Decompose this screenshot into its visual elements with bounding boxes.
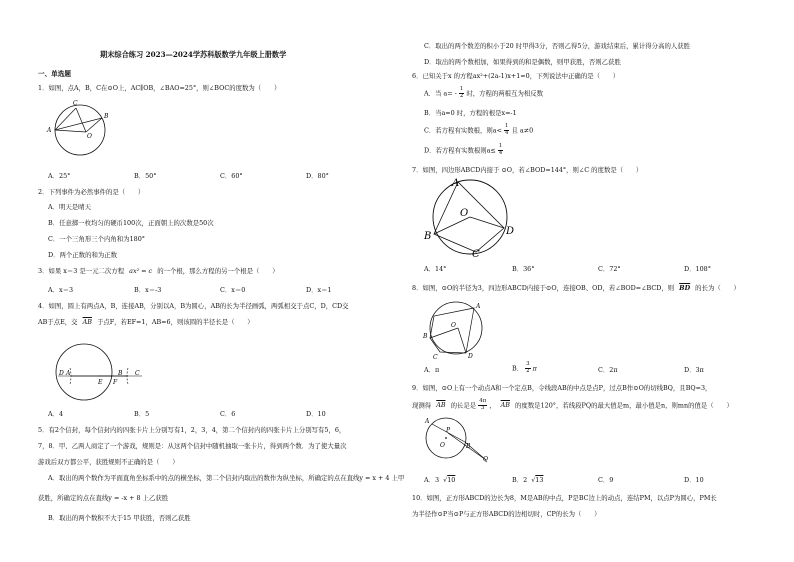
q5-option-d: D．取出的两个数相加，如果得到的和是偶数，则甲获胜，否则乙获胜	[424, 58, 621, 66]
q6-option-c-denominator: 4	[505, 129, 509, 136]
q9-option-a-radicand: 10	[447, 476, 456, 484]
q9-line2-d: 的度数是120°，若线段PQ的最大值是m，最小值是n，则mn的值是（ ）	[515, 401, 733, 410]
q7-option-c: C．72°	[598, 265, 621, 273]
q6-option-a-denominator: 2	[459, 92, 464, 99]
q4-figure	[54, 338, 154, 402]
q9-option-b	[512, 476, 543, 484]
q3-option-d: D．x＝1	[306, 286, 332, 294]
q6-option-a-fraction	[459, 87, 464, 100]
q1-label-a: A	[47, 127, 52, 134]
q9-label-o: O	[440, 442, 445, 449]
q8-option-b-suffix: π	[532, 364, 537, 373]
q8-label-b: B	[423, 333, 428, 340]
q1-option-c: C．60°	[220, 172, 243, 180]
q1-label-c: C	[73, 100, 78, 107]
q9-option-b-sqrt: √13	[531, 476, 544, 484]
q8-label-a: A	[476, 303, 481, 310]
q10-line1: 10．如图，正方形ABCD的边长为8，M是AB的中点，P是BC边上的动点，连结PM，以点P为圆心，PM长	[412, 494, 717, 502]
q6-option-d-fraction	[498, 144, 503, 157]
q7-label-b: B	[424, 231, 432, 242]
q3-option-c: C．x＝0	[220, 286, 246, 294]
q8-option-c: C．2π	[598, 366, 618, 374]
q8-stem-b: 的长为（ ）	[695, 284, 740, 292]
q4-label-c: C	[135, 370, 140, 377]
q6-option-d	[424, 144, 503, 157]
q6-option-c-suffix: 且 a≠0	[511, 126, 534, 135]
q3-option-b: B．x＝-3	[134, 286, 162, 294]
q4-option-a: A．4	[48, 410, 64, 418]
q1-label-b: B	[104, 113, 109, 120]
q4-option-b: B．5	[134, 410, 150, 418]
q2-option-b: B．任意掷一枚均匀的硬币100次，正面朝上的次数是50次	[48, 219, 214, 227]
q6-option-a-numerator: 1	[459, 86, 464, 92]
q6-option-d-denominator: 4	[498, 149, 503, 156]
q2-option-c: C．一个三角形三个内角和为180°	[48, 235, 145, 243]
q3-stem-b: 的一个根，那么方程的另一个根是（ ）	[157, 267, 279, 275]
q6-option-d-numerator: 1	[498, 143, 503, 149]
q4-label-f: F	[113, 379, 118, 386]
q6-option-a	[424, 87, 543, 100]
q2-stem: 2．下列事件为必然事件的是（ ）	[38, 188, 145, 196]
q9-arc-length-numerator: 4π	[479, 398, 487, 404]
q8-label-d: D	[468, 353, 473, 360]
q9-option-a	[424, 476, 455, 484]
q9-label-p: P	[446, 427, 451, 434]
q7-option-d: D．108°	[684, 265, 711, 273]
q7-label-a: A	[452, 178, 460, 189]
q8-option-b-fraction	[525, 362, 530, 375]
q7-label-o: O	[460, 208, 469, 219]
q8-option-d: D．3π	[684, 366, 704, 374]
q6-option-d-prefix: D．若方程有实数根则a≤	[424, 146, 496, 155]
q6-option-c-prefix: C．若方程有实数根，则a<	[424, 126, 502, 135]
q6-option-c-fraction	[504, 124, 509, 137]
q7-label-d: D	[506, 226, 515, 237]
q9-arc-ab: $\overline{AB}$	[436, 401, 446, 410]
q1-figure	[44, 96, 114, 162]
q9-figure	[420, 414, 492, 464]
q6-option-c-numerator: 1	[505, 123, 509, 129]
q9-option-c: C．9	[598, 476, 614, 484]
q3-equation: ax² = c	[129, 267, 153, 275]
q5-line2: 7，8．甲、乙两人商定了一个游戏，规则是：从这两个信封中随机抽取一张卡片，得到两个数．为了使大量次	[38, 442, 347, 450]
q8-label-o: O	[451, 322, 456, 329]
q6-stem: 6．已知关于x 的方程ax²+(2a-1)x+1=0，下列说法中正确的是（ ）	[412, 72, 620, 80]
q5-option-a-line2: 获胜，所确定的点在直线y = -x + 8 上乙获胜	[38, 494, 169, 502]
q4-line2	[38, 318, 254, 326]
page-title: 期末综合练习 2023—2024学苏科版数学九年级上册数学	[100, 50, 287, 59]
q9-arc-ab-second: $\overline{AB}$	[500, 401, 510, 410]
q9-label-a: A	[425, 418, 430, 425]
q7-stem: 7．如图，四边形ABCD内接于 ⊙O，若∠BOD=144°，则∠C 的度数是（ ）	[412, 166, 643, 174]
q1-label-o: O	[87, 133, 92, 140]
q9-label-q: Q	[483, 456, 488, 463]
q9-option-b-prefix: B．2	[512, 476, 528, 484]
q8-stem	[412, 284, 740, 292]
q5-line3: 游戏后双方都公平，获胜规则不正确的是（ ）	[38, 458, 179, 466]
q1-stem: 1．如图，点A，B，C在⊙O上，AC∥OB，∠BAO=25°，则∠BOC的度数为（ ）	[38, 84, 281, 92]
q4-line1: 4．如图，圆上有两点A，B，连接AB，分别以A，B为圆心，AB的长为半径画弧，两弧相交于点C，D，CD交	[38, 302, 349, 310]
q4-label-a: A	[66, 370, 71, 377]
q7-option-b: B．36°	[512, 265, 535, 273]
q9-option-a-sqrt: √10	[443, 476, 456, 484]
q8-option-a: A．π	[424, 366, 440, 374]
q3-option-a: A．x＝3	[48, 286, 74, 294]
section-heading: 一、单选题	[38, 70, 71, 78]
q7-figure	[422, 176, 522, 258]
q9-label-b: B	[466, 443, 471, 450]
q8-stem-a: 8．如图，⊙O的半径为3，四边形ABCD内接于⊙O，连接OB、OD，若∠BOD=∠BCD，则	[412, 284, 675, 292]
q9-arc-length-denominator: 3	[480, 404, 485, 411]
q6-option-c	[424, 124, 533, 137]
q8-option-b-numerator: 3	[526, 361, 530, 367]
q9-option-a-prefix: A．3	[424, 476, 440, 484]
q4-label-d: D	[59, 370, 64, 377]
q6-option-a-suffix: 时，方程的两根互为相反数	[466, 89, 544, 98]
q9-line1: 9．如图，⊙O上有一个动点A和一个定点B，令线段AB的中点是点P，过点B作⊙O的切线BQ，且BQ=3，	[412, 384, 712, 392]
q8-option-b-prefix: B．	[512, 364, 524, 373]
q4-label-e: E	[98, 379, 103, 386]
q1-option-a: A．25°	[48, 172, 71, 180]
q7-label-c: C	[472, 249, 480, 258]
q3-stem-a: 3．如果 x＝3 是一元二次方程	[38, 267, 125, 275]
q6-option-a-prefix: A．当 a= -	[424, 89, 457, 98]
q2-option-a: A．明天是晴天	[48, 203, 91, 211]
q5-option-c: C．取出的两个数差的积小于20 时甲得3分，否则乙得5分，游戏结束后，累计得分高的人获胜	[424, 42, 691, 50]
q4-option-c: C．6	[220, 410, 236, 418]
q6-option-b: B．当a=0 时，方程的根是x=-1	[424, 109, 517, 117]
q4-label-b: B	[118, 370, 123, 377]
q7-option-a: A．14°	[424, 265, 447, 273]
q9-line2	[412, 399, 733, 412]
q8-arc-bd: $\overline{BD}$	[679, 284, 691, 292]
q5-option-a-line1: A．取出的两个数作为平面直角坐标系中的点的横坐标，第二个信封内取出的数作为纵坐标，所确定的点在直线y = x + 4 上甲	[48, 474, 405, 482]
q4-option-d: D．10	[306, 410, 326, 418]
q5-option-b: B．取出的两个数积不大于15 甲获胜，否则乙获胜	[48, 514, 191, 522]
q9-option-b-radicand: 13	[535, 476, 544, 484]
q9-line2-b: 的长是是	[450, 401, 477, 410]
q9-line2-c: ，	[489, 401, 496, 410]
q8-figure	[420, 296, 490, 362]
q4-arc-ab: $\overline{AB}$	[82, 318, 92, 326]
q10-line2: 为半径作⊙P当⊙P与正方形ABCD的边相切时，CP的长为（ ）	[412, 510, 601, 518]
q9-line2-a: 现测得	[412, 401, 432, 410]
q1-option-b: B．50°	[134, 172, 157, 180]
q9-option-d: D．10	[684, 476, 704, 484]
q1-option-d: D．80°	[306, 172, 329, 180]
q8-option-b	[512, 362, 537, 375]
q5-line1: 5．有2个信封，每个信封内的四张卡片上分别写有1，2，3，4，第二个信封内的四张卡片上分别写有5，6，	[38, 426, 346, 434]
q2-option-d: D．两个正数的和为正数	[48, 251, 118, 259]
q4-line2-b: 于点F，若EF=1，AB=6，则该圆的半径长是（ ）	[96, 318, 254, 326]
q8-label-c: C	[433, 354, 438, 361]
q3-stem	[38, 267, 279, 275]
q4-line2-a: AB于点E，交	[38, 318, 78, 326]
q9-arc-length-fraction	[478, 399, 487, 412]
q8-option-b-denominator: 2	[526, 367, 530, 374]
